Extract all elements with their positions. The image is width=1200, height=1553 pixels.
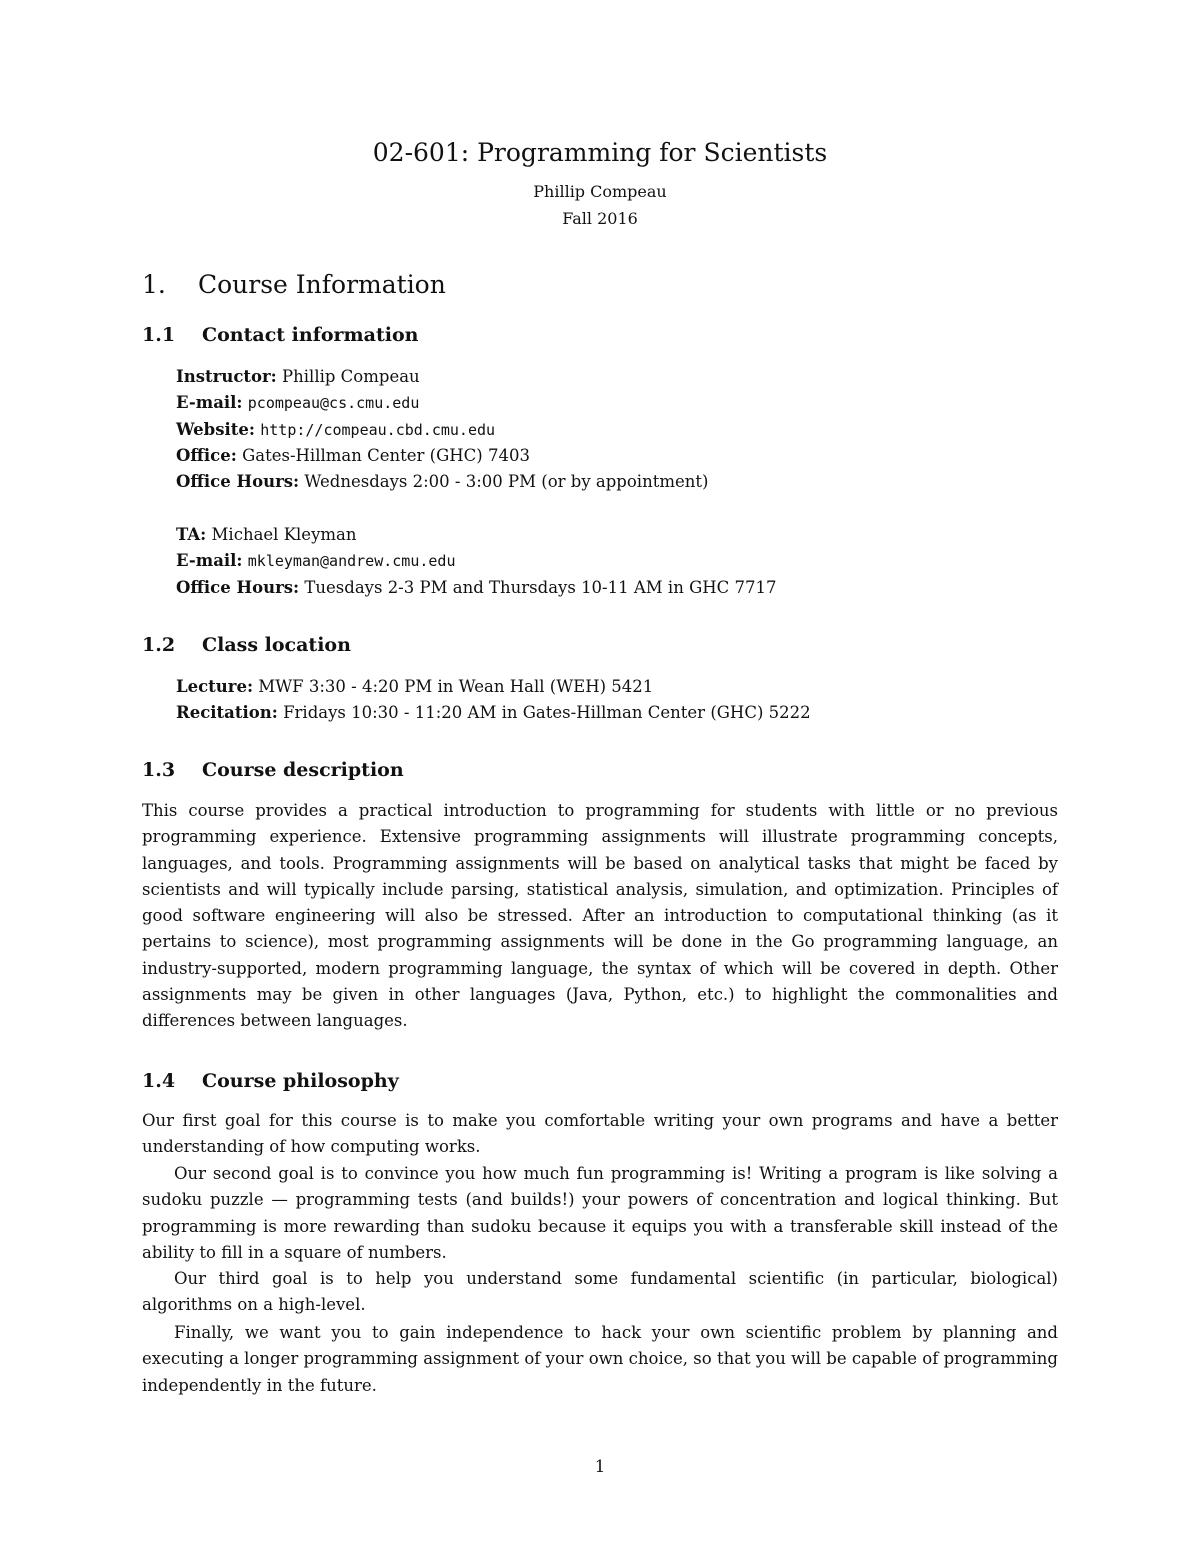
philosophy-paragraph-1: Our first goal for this course is to make you comfortable writing your own programs and have a better understanding of how computing works.	[142, 1111, 1058, 1157]
ta-email-line	[176, 548, 777, 574]
value: Fridays 10:30 - 11:20 AM in Gates-Hillman Center (GHC) 5222	[283, 703, 811, 723]
email-link[interactable]: mkleyman@andrew.cmu.edu	[247, 552, 456, 571]
document-term: Fall 2016	[562, 209, 638, 228]
instructor-line	[176, 364, 708, 390]
label: Website:	[176, 419, 255, 439]
label: Lecture:	[176, 677, 254, 696]
subsection-heading-philosophy	[142, 1068, 399, 1094]
ta-contact-block	[176, 522, 777, 601]
subsection-heading-contact	[142, 322, 418, 348]
section-number: 1.	[142, 270, 166, 299]
document-author: Phillip Compeau	[533, 182, 667, 201]
label: Recitation:	[176, 703, 278, 723]
subsection-number: 1.4	[142, 1070, 176, 1092]
subsection-title: Class location	[202, 634, 351, 656]
instructor-contact-block	[176, 364, 708, 495]
subsection-title: Course philosophy	[202, 1070, 399, 1092]
philosophy-paragraph-3: Our third goal is to help you understand some fundamental scientific (in particular, biological) algorithms on a high-level.	[142, 1269, 1058, 1315]
course-description-paragraph: This course provides a practical introduction to programming for students with little or no previous programming experience. Extensive programming assignments will illustrate programming concepts, languages, and tools. Programming assignments will be based on analytical tasks that might be faced by scientists and will typically include parsing, statistical analysis, simulation, and optimization. Principles of good software engineering will also be stressed. After an introduction to computational thinking (as it pertains to science), most programming assignments will be done in the Go programming language, an industry-supported, modern programming language, the syntax of which will be covered in depth. Other assignments may be given in other languages (Java, Python, etc.) to highlight the commonalities and differences between languages.	[142, 801, 1058, 1031]
instructor-email-line	[176, 390, 708, 416]
lecture-line	[176, 674, 811, 700]
philosophy-paragraph-4: Finally, we want you to gain independence to hack your own scientific problem by planning and executing a longer programming assignment of your own choice, so that you will be capable of programming independently in the future.	[142, 1323, 1058, 1395]
subsection-title: Course description	[202, 759, 404, 781]
value: Tuesdays 2-3 PM and Thursdays 10-11 AM in GHC 7717	[304, 577, 777, 597]
label: Office Hours:	[176, 577, 300, 597]
section-title: Course Information	[198, 270, 446, 299]
label: E-mail:	[176, 393, 243, 413]
subsection-heading-description	[142, 757, 404, 783]
value: MWF 3:30 - 4:20 PM in Wean Hall (WEH) 5421	[258, 677, 654, 696]
label: TA:	[176, 525, 207, 544]
instructor-office-line	[176, 443, 708, 469]
document-title: 02-601: Programming for Scientists	[372, 138, 828, 167]
label: E-mail:	[176, 551, 243, 571]
subsection-title: Contact information	[202, 324, 419, 346]
recitation-line	[176, 700, 811, 726]
website-link[interactable]: http://compeau.cbd.cmu.edu	[260, 420, 496, 439]
label: Instructor:	[176, 367, 277, 386]
email-link[interactable]: pcompeau@cs.cmu.edu	[247, 394, 420, 413]
value: Phillip Compeau	[282, 367, 420, 386]
value: Michael Kleyman	[211, 525, 357, 544]
subsection-heading-location	[142, 632, 351, 658]
subsection-number: 1.3	[142, 759, 176, 781]
section-heading-course-information	[142, 268, 446, 302]
ta-line	[176, 522, 777, 548]
instructor-hours-line	[176, 469, 708, 495]
philosophy-paragraph-2: Our second goal is to convince you how much fun programming is! Writing a program is like solving a sudoku puzzle — programming tests (and builds!) your powers of concentration and logical thinking. But programming is more rewarding than sudoku because it equips you with a transferable skill instead of the ability to fill in a square of numbers.	[142, 1164, 1058, 1262]
value: Wednesdays 2:00 - 3:00 PM (or by appointment)	[304, 472, 709, 492]
instructor-website-line	[176, 417, 708, 443]
value: Gates-Hillman Center (GHC) 7403	[242, 445, 530, 465]
ta-hours-line	[176, 575, 777, 601]
subsection-number: 1.2	[142, 634, 176, 656]
class-location-block	[176, 674, 811, 727]
page-number: 1	[594, 1457, 606, 1476]
label: Office Hours:	[176, 472, 300, 492]
subsection-number: 1.1	[142, 324, 176, 346]
label: Office:	[176, 445, 237, 465]
